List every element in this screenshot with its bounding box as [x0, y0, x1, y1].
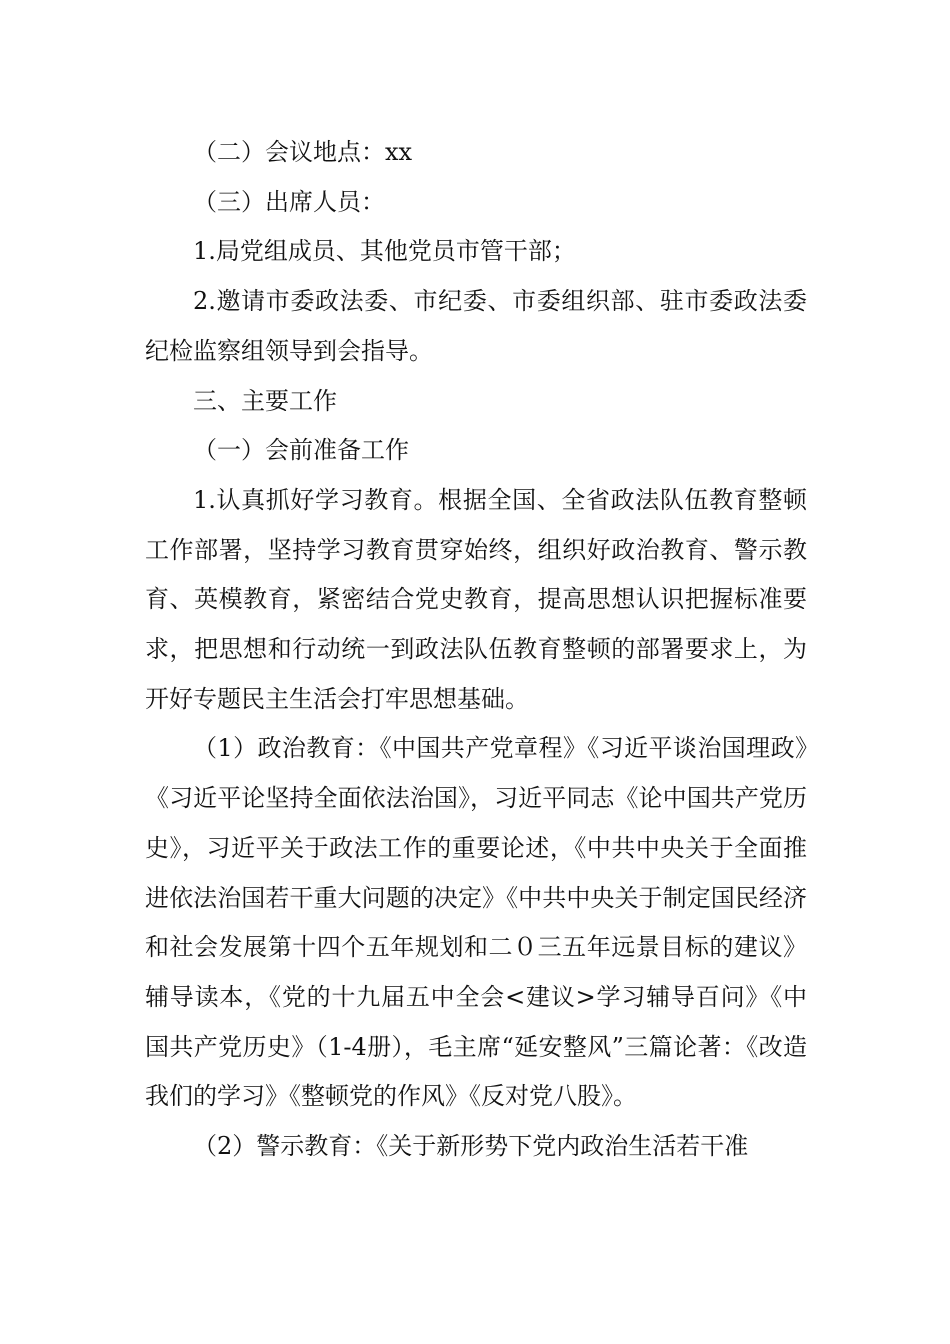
paragraph-warning-education: （2）警示教育：《关于新形势下党内政治生活若干准 [193, 1132, 749, 1161]
subsection-heading-preparation: （一）会前准备工作 [193, 436, 409, 465]
document-body [145, 128, 807, 1172]
paragraph-political-education: （1）政治教育：《中国共产党章程》《习近平谈治国理政》《习近平论坚持全面依法治国》，习近平同志《论中国共产党历史》，习近平关于政法工作的重要论述，《中共中央关于全面推进依法治国若干重大问题的决定》《中共中央关于制定国民经济和社会发展第十四个五年规划和二０三五年远景目标的建议》辅导读本，《党的十九届五中全会<建议>学习辅导百问》《中国共产党历史》（1-4册），毛主席“延安整风”三篇论著：《改造我们的学习》《整顿党的作风》《反对党八股》。 [145, 734, 807, 1111]
paragraph-study-education: 1.认真抓好学习教育。根据全国、全省政法队伍教育整顿工作部署，坚持学习教育贯穿始终，组织好政治教育、警示教育、英模教育，紧密结合党史教育，提高思想认识把握标准要求，把思想和行动统一到政法队伍教育整顿的部署要求上，为开好专题民主生活会打牢思想基础。 [145, 485, 807, 713]
paragraph-attendees-item-2: 2.邀请市委政法委、市纪委、市委组织部、驻市委政法委纪检监察组领导到会指导。 [145, 287, 807, 365]
paragraph-attendees-item-1: 1.局党组成员、其他党员市管干部； [193, 237, 576, 266]
section-heading-main-work: 三、主要工作 [193, 386, 337, 415]
paragraph-meeting-location: （二）会议地点：xx [193, 138, 413, 166]
paragraph-attendees-heading: （三）出席人员： [193, 187, 385, 216]
